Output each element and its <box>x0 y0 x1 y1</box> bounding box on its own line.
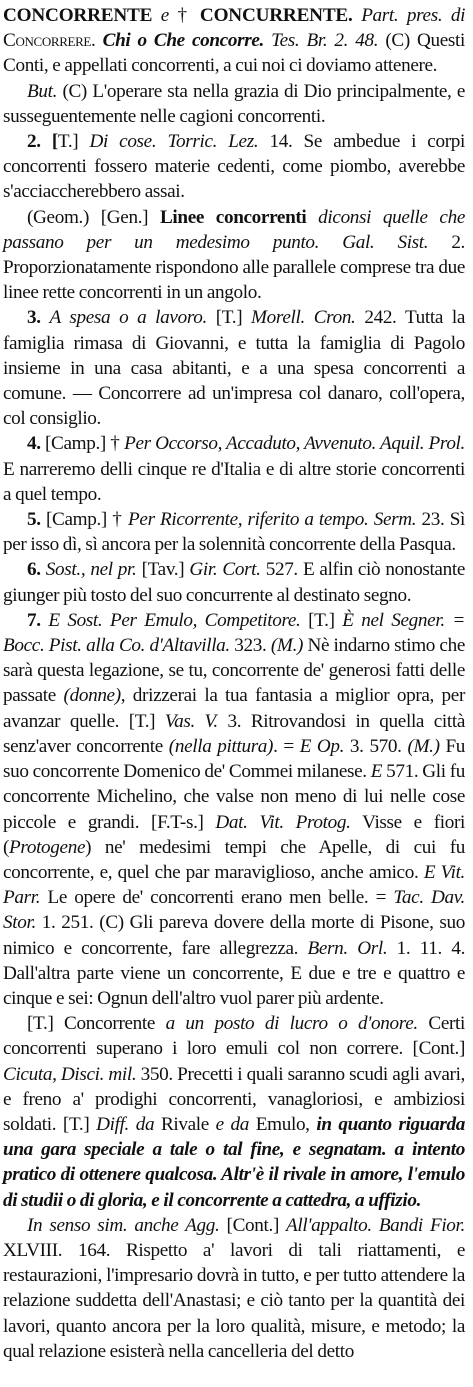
headword: CONCORRENTE <box>3 5 153 26</box>
source-verb: Concorrere. <box>3 30 96 52</box>
variant-conjunction: e <box>160 5 169 26</box>
text-run: A spesa o a lavoro. <box>49 307 207 329</box>
text-run: È nel Segner. = Bocc. Pist. alla Co. d'Altavilla. <box>3 609 465 657</box>
text-run: 7. <box>27 609 41 631</box>
text-run: 164. Rispetto a' lavori di tali riattamenti, e restaurazioni, l'impresario dovrà in tutto, e per tutto attendere la relazione suddetta dell'Anastasi; e ciò tanto per la quantità dei lavori, quanto ancora per la loro qualità, misure, e metodo; la qual relazione esisterà nella cancelleria del detto <box>3 1239 465 1362</box>
text-run: 3. 570. <box>344 735 408 757</box>
text-run: 3. <box>27 307 41 329</box>
text-run: ) ne' medesimi tempi che Apelle, di cui fu concorrente, e, quel che par maraviglioso, anche amico. <box>3 836 465 883</box>
text-run: Dat. Vit. Protog. <box>215 811 351 833</box>
text-run: 1. 251. (C) Gli pareva dovere della morte di Pisone, suo nimico e concorrente, fare allegrezza. <box>3 912 465 959</box>
text-run: Bern. Orl. <box>307 937 388 959</box>
entry-paragraph <box>3 431 465 507</box>
text-run: Di cose. Torric. Lez. <box>89 131 259 153</box>
text-run: [Camp.] † <box>40 509 129 531</box>
text-run: ] <box>149 710 165 732</box>
text-run: XLVIII. <box>3 1239 63 1261</box>
text-run: (C) L'operare sta nella grazia di Dio principalmente, e susseguentemente nelle cagioni concorrenti. <box>3 80 465 127</box>
text-run: Nè indarno stimo che sarà questa legazione, se tu, concorrente de' generosi fatti delle passate <box>3 635 465 707</box>
text-run: [Tav.] <box>136 559 190 581</box>
text-run: in quanto riguarda una gara speciale a tale o tal fine, e segnatam. a intento pratico di ottenere qualcosa. Altr'è il rivale in amore, l'emulo di studii o di gloria, e il concorrente a cattedra, a uffizio. <box>3 1113 465 1211</box>
citation: Tes. Br. 2. 48. <box>271 30 379 52</box>
text-run: 4. <box>27 433 41 455</box>
entry-paragraph <box>3 305 465 431</box>
text-run: But. <box>27 80 58 102</box>
text-run: E Vit. Parr. <box>3 861 465 909</box>
text-run: Visse e fiori ( <box>3 811 465 858</box>
text-run: ] <box>236 307 252 329</box>
text-run: Morell. Cron. <box>251 307 356 329</box>
obsolete-dagger-icon: † <box>177 5 192 26</box>
text-run: . = <box>273 735 300 757</box>
text-run: T. <box>68 1113 84 1135</box>
entry-paragraph <box>3 79 465 129</box>
text-run: 14. Se ambedue i corpi concorrenti fossero materie cedenti, come piombo, averebbe s'acciaccherebbero assai. <box>3 131 465 203</box>
text-run <box>306 207 318 228</box>
text-run: Diff. da <box>96 1113 155 1135</box>
text-run: ] Concorrente <box>47 1013 166 1035</box>
text-run: (Geom.) [Gen.] <box>27 206 160 228</box>
text-run: [ <box>27 1013 34 1035</box>
text-run: (nella pittura) <box>168 735 274 757</box>
variant-headword: CONCURRENTE. <box>199 5 353 26</box>
text-run: a un posto di lucro o d'onore. <box>165 1013 418 1035</box>
entry-paragraph <box>3 608 465 1011</box>
text-run: Fu suo concorrente Domenico de' Commei milanese. <box>3 735 466 783</box>
text-run: E narreremo delli cinque re d'Italia e di altre storie concorrenti a quel tempo. <box>3 458 465 505</box>
text-run: 1. 11. 4. Dall'altra parte viene un concorrente, E due e tre e quattro e cinque e sei: Ognun dell'altro vuol parer più ardente. <box>3 937 466 1009</box>
text-run: (donne) <box>63 685 121 707</box>
text-run: T. <box>33 1013 48 1035</box>
text-run: E Sost. Per Emulo, Competitore. <box>48 609 301 631</box>
entry-paragraph <box>3 1213 465 1364</box>
dictionary-page <box>3 3 465 1364</box>
definition: Chi o Che concorre. <box>102 30 264 52</box>
text-run: Vas. V. <box>164 710 218 732</box>
text-run: ] <box>83 1113 97 1135</box>
text-run: Linee concorrenti <box>159 206 307 228</box>
text-run: , drizzerai la tua fantasia a miglior opra, per avanzar quelle. [ <box>3 685 465 732</box>
entry-heading <box>3 3 465 79</box>
text-run: ] <box>72 131 90 153</box>
text-run: e da <box>215 1113 250 1135</box>
text-run: Sost., nel pr. <box>45 559 137 581</box>
text-run: T. <box>221 307 237 329</box>
text-run: Certi concorrenti superano i loro emuli col non correre. [Cont.] <box>3 1013 465 1060</box>
entry-paragraph <box>3 507 465 557</box>
text-run: Tac. Dav. Stor. <box>3 887 465 934</box>
text-run <box>41 307 50 328</box>
text-run: 3. Ritrovandosi in quella città senz'aver concorrente <box>3 710 466 757</box>
text-run: In senso sim. anche Agg. <box>27 1214 220 1236</box>
text-run: All'appalto. Bandi Fior. <box>286 1214 465 1236</box>
grammar-label: Part. pres. di <box>361 5 466 26</box>
text-run: T. <box>134 710 150 732</box>
text-run: (M.) <box>407 735 440 757</box>
text-run: 5. <box>27 509 41 531</box>
text-run: Per Ricorrente, riferito a tempo. Serm. <box>128 509 417 531</box>
text-run: (M.) <box>270 635 304 657</box>
text-run: [Cont.] <box>219 1214 287 1236</box>
text-run: [ <box>206 307 222 329</box>
text-run: 323. <box>229 635 271 657</box>
text-run: (C) Questi Conti, e appellati concorrenti, a cui noi ci doviamo attenere. <box>3 30 465 77</box>
text-run: [Camp.] † <box>40 433 125 455</box>
entry-paragraph <box>3 205 465 306</box>
text-run: [ <box>300 609 315 631</box>
text-run: 350. Precetti i quali saranno scudi agli avari, e freno a' prodighi concorrenti, vanagloriosi, e ambiziosi soldati. [ <box>3 1063 465 1135</box>
text-run: Cicuta, Disci. mil. <box>3 1063 137 1085</box>
text-run: Per Occorso, Accaduto, Avvenuto. Aquil. Prol. <box>124 433 465 455</box>
text-run: diconsi quelle che passano per un medesimo punto. Gal. Sist. <box>3 206 465 253</box>
text-run: 2. [ <box>27 131 58 153</box>
text-run: T. <box>314 609 329 631</box>
text-run: 6. <box>27 559 41 581</box>
text-run: T. <box>57 131 73 153</box>
text-run: 571. Gli fu concorrente Michelino, che valse non meno di lui nelle cose piccole e grandi. [F.T-s.] <box>3 761 465 833</box>
entry-paragraph <box>3 1011 465 1213</box>
entry-paragraph <box>3 129 465 205</box>
text-run: E Op. <box>299 735 345 757</box>
text-run: 23. Sì per isso dì, sì ancora per la solennità concorrente della Pasqua. <box>3 509 465 556</box>
text-run: ] <box>328 609 343 631</box>
text-run: 527. E alfin ciò nonostante giunger più tosto del suo concurrente al destinato segno. <box>3 559 465 606</box>
text-run: Gir. Cort. <box>189 559 261 581</box>
text-run: Rivale <box>154 1113 216 1135</box>
text-run: Le opere de' concorrenti erano men belle. = <box>40 887 394 909</box>
entry-paragraph <box>3 557 465 607</box>
text-run: E <box>370 761 383 783</box>
text-run: Protogene <box>9 836 86 858</box>
text-run: 2. Proporzionatamente rispondono alle parallele comprese tra due linee rette concorrenti in un angolo. <box>3 231 466 304</box>
entry-body <box>3 79 465 1364</box>
text-run: Emulo, <box>249 1113 317 1135</box>
text-run: 242. Tutta la famiglia rimasa di Giovanni, e tutta la famiglia di Pagolo insieme in una casa abitanti, e a una spesa concorrenti a comune. — Concorrere ad un'impresa col danaro, coll'opera, col consiglio. <box>3 307 466 430</box>
